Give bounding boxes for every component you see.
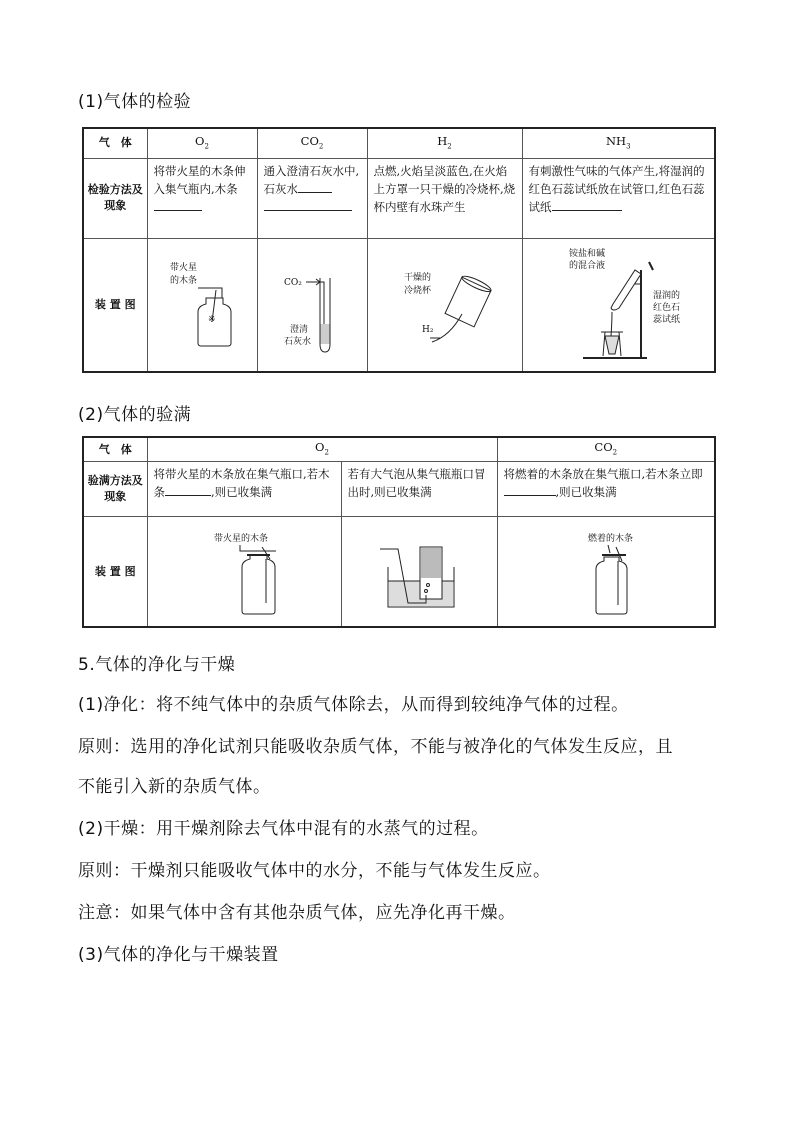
table1-gas-o2: $O_2$ bbox=[147, 128, 257, 158]
svg-text:的混合液: 的混合液 bbox=[568, 260, 605, 271]
h2-cold-beaker-figure bbox=[368, 240, 523, 370]
table1-method-h2: 点燃,火焰呈淡蓝色,在火焰上方罩一只干燥的冷烧杯,烧杯内壁有水珠产生 bbox=[367, 158, 522, 238]
svg-text:的木条: 的木条 bbox=[169, 275, 197, 286]
section-5-title: 5.气体的净化与干燥 bbox=[78, 655, 236, 675]
svg-text:CO₂: CO₂ bbox=[283, 277, 302, 288]
svg-text:湿润的: 湿润的 bbox=[652, 290, 680, 301]
fig-o2-water-collection bbox=[341, 517, 497, 627]
gas-jar-splint-figure bbox=[148, 240, 258, 370]
answer-blank[interactable] bbox=[504, 483, 556, 496]
svg-text:带火星的木条: 带火星的木条 bbox=[213, 533, 268, 544]
svg-text:澄清: 澄清 bbox=[289, 324, 308, 335]
table2-head-gas: 气 体 bbox=[83, 437, 147, 462]
purification-definition: (1)净化：将不纯气体中的杂质气体除去，从而得到较纯净气体的过程。 bbox=[78, 695, 629, 715]
water-displacement-figure bbox=[342, 519, 498, 625]
fig-o2-test bbox=[147, 238, 257, 372]
svg-text:H₂: H₂ bbox=[421, 324, 433, 335]
table1-method-o2: 将带火星的木条伸入集气瓶内,木条 bbox=[147, 158, 257, 238]
table2-method-label: 验满方法及现象 bbox=[83, 462, 147, 517]
fig-h2-test bbox=[367, 238, 522, 372]
table2-gas-co2: $CO_2$ bbox=[497, 437, 715, 462]
table2-device-label: 装 置 图 bbox=[83, 517, 147, 627]
fig-co2-full-jar bbox=[497, 517, 715, 627]
svg-text:蕊试纸: 蕊试纸 bbox=[652, 314, 680, 325]
svg-text:石灰水: 石灰水 bbox=[283, 336, 311, 347]
answer-blank[interactable] bbox=[154, 198, 202, 211]
table1-method-nh3: 有刺激性气味的气体产生,将湿润的红色石蕊试纸放在试管口,红色石蕊试纸 bbox=[522, 158, 715, 238]
svg-text:冷烧杯: 冷烧杯 bbox=[403, 285, 431, 296]
fig-o2-full-jar bbox=[147, 517, 341, 627]
answer-blank[interactable] bbox=[552, 198, 622, 211]
purification-principle-cont: 不能引入新的杂质气体。 bbox=[78, 777, 271, 797]
gas-jar-burning-splint-figure bbox=[498, 519, 716, 625]
table1-method-label: 检验方法及现象 bbox=[83, 158, 147, 238]
ammonia-heating-figure bbox=[523, 240, 716, 370]
table1-head-gas: 气 体 bbox=[83, 128, 147, 158]
answer-blank[interactable] bbox=[264, 198, 352, 211]
svg-text:干燥的: 干燥的 bbox=[403, 272, 431, 283]
gas-jar-splint-at-mouth-figure bbox=[148, 519, 342, 625]
fig-co2-test bbox=[257, 238, 367, 372]
answer-blank[interactable] bbox=[298, 180, 332, 193]
co2-limewater-figure bbox=[258, 240, 368, 370]
svg-text:燃着的木条: 燃着的木条 bbox=[587, 533, 633, 544]
purification-principle: 原则：选用的净化试剂只能吸收杂质气体，不能与被净化的气体发生反应，且 bbox=[78, 737, 673, 757]
note-text: 注意：如果气体中含有其他杂质气体，应先净化再干燥。 bbox=[78, 903, 516, 923]
gas-test-table bbox=[82, 127, 716, 373]
section-1-title: (1)气体的检验 bbox=[78, 92, 192, 112]
table1-device-label: 装 置 图 bbox=[83, 238, 147, 372]
table2-method-co2: 将燃着的木条放在集气瓶口,若木条立即,则已收集满 bbox=[497, 462, 715, 517]
table1-gas-h2: $H_2$ bbox=[367, 128, 522, 158]
purify-dry-device-title: (3)气体的净化与干燥装置 bbox=[78, 945, 279, 965]
drying-definition: (2)干燥：用干燥剂除去气体中混有的水蒸气的过程。 bbox=[78, 819, 489, 839]
table2-method-o2-a: 将带火星的木条放在集气瓶口,若木条 ,则已收集满 bbox=[147, 462, 341, 517]
section-2-title: (2)气体的验满 bbox=[78, 405, 192, 425]
table2-method-o2-b: 若有大气泡从集气瓶瓶口冒出时,则已收集满 bbox=[341, 462, 497, 517]
table1-gas-nh3: $NH_3$ bbox=[522, 128, 715, 158]
svg-text:※: ※ bbox=[207, 314, 216, 325]
gas-full-check-table bbox=[82, 436, 716, 628]
svg-text:带火星: 带火星 bbox=[169, 262, 197, 273]
svg-text:铵盐和碱: 铵盐和碱 bbox=[568, 248, 605, 259]
svg-text:红色石: 红色石 bbox=[652, 302, 680, 313]
table1-gas-co2: $CO_2$ bbox=[257, 128, 367, 158]
drying-principle: 原则：干燥剂只能吸收气体中的水分，不能与气体发生反应。 bbox=[78, 861, 551, 881]
fig-nh3-test bbox=[522, 238, 715, 372]
table1-method-co2: 通入澄清石灰水中,石灰水 bbox=[257, 158, 367, 238]
answer-blank[interactable] bbox=[165, 483, 211, 496]
table2-gas-o2: $O_2$ bbox=[147, 437, 497, 462]
